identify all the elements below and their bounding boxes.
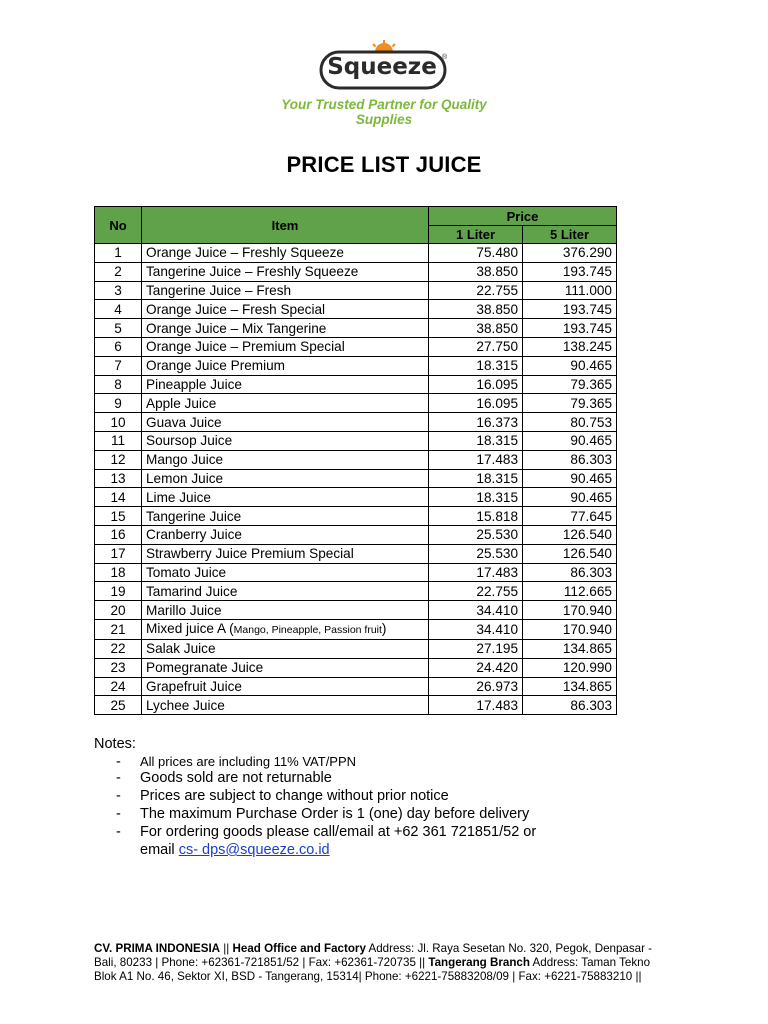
row-number: 17 bbox=[95, 544, 142, 563]
row-price-5-liter: 111.000 bbox=[523, 281, 617, 300]
row-price-5-liter: 134.865 bbox=[523, 639, 617, 658]
row-price-5-liter: 193.745 bbox=[523, 300, 617, 319]
row-price-1-liter: 16.095 bbox=[429, 394, 523, 413]
row-price-5-liter: 80.753 bbox=[523, 413, 617, 432]
row-number: 20 bbox=[95, 601, 142, 620]
table-row bbox=[95, 450, 617, 469]
row-number: 24 bbox=[95, 677, 142, 696]
row-price-1-liter: 22.755 bbox=[429, 582, 523, 601]
row-number: 2 bbox=[95, 262, 142, 281]
row-price-1-liter: 18.315 bbox=[429, 488, 523, 507]
table-row bbox=[95, 413, 617, 432]
row-price-1-liter: 22.755 bbox=[429, 281, 523, 300]
row-price-5-liter: 77.645 bbox=[523, 507, 617, 526]
row-price-1-liter: 18.315 bbox=[429, 431, 523, 450]
table-row bbox=[95, 319, 617, 338]
row-item: Orange Juice – Mix Tangerine bbox=[142, 319, 429, 338]
row-item: Orange Juice – Freshly Squeeze bbox=[142, 244, 429, 263]
row-number: 7 bbox=[95, 356, 142, 375]
footer-branch-text: Address: Taman Tekno Blok A1 No. 46, Sektor XI, BSD - Tangerang, 15314| Phone: +6221-75883208/09 | Fax: +6221-75883210 || bbox=[94, 956, 651, 984]
row-item: Marillo Juice bbox=[142, 601, 429, 620]
table-row bbox=[95, 262, 617, 281]
row-price-5-liter: 86.303 bbox=[523, 696, 617, 715]
row-number: 14 bbox=[95, 488, 142, 507]
row-price-1-liter: 26.973 bbox=[429, 677, 523, 696]
tagline-line-2: Supplies bbox=[355, 112, 413, 127]
row-price-1-liter: 18.315 bbox=[429, 469, 523, 488]
notes-title: Notes: bbox=[94, 736, 136, 752]
row-price-5-liter: 376.290 bbox=[523, 244, 617, 263]
row-price-1-liter: 24.420 bbox=[429, 658, 523, 677]
price-table bbox=[94, 206, 617, 715]
table-row bbox=[95, 563, 617, 582]
row-price-1-liter: 34.410 bbox=[429, 619, 523, 639]
note-email-prefix: email bbox=[140, 842, 179, 858]
col-header-no: No bbox=[95, 207, 142, 244]
col-header-item: Item bbox=[142, 207, 429, 244]
row-item: Cranberry Juice bbox=[142, 525, 429, 544]
note-text: Prices are subject to change without prior notice bbox=[140, 788, 449, 804]
row-price-1-liter: 17.483 bbox=[429, 696, 523, 715]
tagline-line-1: Your Trusted Partner for Quality bbox=[281, 97, 487, 112]
row-item: Lemon Juice bbox=[142, 469, 429, 488]
footer-company: CV. PRIMA INDONESIA bbox=[94, 942, 221, 955]
row-price-5-liter: 112.665 bbox=[523, 582, 617, 601]
footer-separator: || bbox=[220, 942, 233, 955]
row-price-1-liter: 25.530 bbox=[429, 525, 523, 544]
row-price-1-liter: 27.195 bbox=[429, 639, 523, 658]
row-number: 18 bbox=[95, 563, 142, 582]
row-price-5-liter: 138.245 bbox=[523, 337, 617, 356]
row-item: Pineapple Juice bbox=[142, 375, 429, 394]
row-item-tail: ) bbox=[381, 620, 387, 636]
note-dash: - bbox=[116, 788, 121, 804]
row-item: Lychee Juice bbox=[142, 696, 429, 715]
row-item: Soursop Juice bbox=[142, 431, 429, 450]
table-row bbox=[95, 488, 617, 507]
row-number: 12 bbox=[95, 450, 142, 469]
row-price-5-liter: 86.303 bbox=[523, 450, 617, 469]
table-row bbox=[95, 300, 617, 319]
row-number: 16 bbox=[95, 525, 142, 544]
table-row bbox=[95, 281, 617, 300]
row-price-5-liter: 126.540 bbox=[523, 525, 617, 544]
squeeze-logo bbox=[318, 40, 452, 94]
row-price-5-liter: 86.303 bbox=[523, 563, 617, 582]
row-price-1-liter: 38.850 bbox=[429, 300, 523, 319]
row-price-1-liter: 34.410 bbox=[429, 601, 523, 620]
logo-registered-mark: ® bbox=[442, 54, 448, 61]
row-number: 9 bbox=[95, 394, 142, 413]
table-row bbox=[95, 375, 617, 394]
row-item: Lime Juice bbox=[142, 488, 429, 507]
row-price-1-liter: 15.818 bbox=[429, 507, 523, 526]
row-item: Guava Juice bbox=[142, 413, 429, 432]
table-row bbox=[95, 582, 617, 601]
row-item: Salak Juice bbox=[142, 639, 429, 658]
row-price-1-liter: 38.850 bbox=[429, 262, 523, 281]
row-item: Tangerine Juice – Fresh bbox=[142, 281, 429, 300]
table-row bbox=[95, 677, 617, 696]
footer-branch-label: Tangerang Branch bbox=[428, 956, 530, 970]
row-number: 10 bbox=[95, 413, 142, 432]
row-item: Tamarind Juice bbox=[142, 582, 429, 601]
row-number: 6 bbox=[95, 337, 142, 356]
row-number: 1 bbox=[95, 244, 142, 263]
note-dash: - bbox=[116, 770, 121, 786]
row-price-1-liter: 17.483 bbox=[429, 563, 523, 582]
col-header-1-liter: 1 Liter bbox=[429, 226, 523, 244]
row-item: Tangerine Juice – Freshly Squeeze bbox=[142, 262, 429, 281]
note-dash: - bbox=[116, 806, 121, 822]
row-price-5-liter: 193.745 bbox=[523, 319, 617, 338]
row-number: 4 bbox=[95, 300, 142, 319]
note-text: The maximum Purchase Order is 1 (one) day before delivery bbox=[140, 806, 530, 822]
table-row bbox=[95, 356, 617, 375]
table-row bbox=[95, 525, 617, 544]
note-dash: - bbox=[116, 754, 121, 770]
row-price-1-liter: 16.095 bbox=[429, 375, 523, 394]
row-price-1-liter: 25.530 bbox=[429, 544, 523, 563]
row-item: Grapefruit Juice bbox=[142, 677, 429, 696]
row-price-5-liter: 90.465 bbox=[523, 356, 617, 375]
row-price-5-liter: 90.465 bbox=[523, 469, 617, 488]
note-text: All prices are including 11% VAT/PPN bbox=[140, 754, 357, 769]
row-item: Strawberry Juice Premium Special bbox=[142, 544, 429, 563]
table-row bbox=[95, 469, 617, 488]
row-price-5-liter: 170.940 bbox=[523, 619, 617, 639]
row-item: Tomato Juice bbox=[142, 563, 429, 582]
row-price-5-liter: 90.465 bbox=[523, 431, 617, 450]
row-price-5-liter: 170.940 bbox=[523, 601, 617, 620]
row-item: Apple Juice bbox=[142, 394, 429, 413]
table-row bbox=[95, 601, 617, 620]
row-item: Mango Juice bbox=[142, 450, 429, 469]
footer-head-office-label: Head Office and Factory bbox=[232, 942, 366, 955]
row-price-5-liter: 90.465 bbox=[523, 488, 617, 507]
row-price-1-liter: 17.483 bbox=[429, 450, 523, 469]
row-number: 13 bbox=[95, 469, 142, 488]
row-item-detail: Mango, Pineapple, Passion fruit bbox=[233, 623, 382, 636]
table-row bbox=[95, 696, 617, 715]
table-row bbox=[95, 244, 617, 263]
email-link[interactable]: cs- dps@squeeze.co.id bbox=[178, 842, 330, 858]
table-row bbox=[95, 337, 617, 356]
table-row bbox=[95, 639, 617, 658]
note-text: For ordering goods please call/email at +62 361 721851/52 or bbox=[140, 824, 537, 840]
row-item: Tangerine Juice bbox=[142, 507, 429, 526]
row-item: Orange Juice Premium bbox=[142, 356, 429, 375]
row-price-5-liter: 193.745 bbox=[523, 262, 617, 281]
row-number: 22 bbox=[95, 639, 142, 658]
table-row bbox=[95, 658, 617, 677]
row-number: 23 bbox=[95, 658, 142, 677]
row-price-1-liter: 16.373 bbox=[429, 413, 523, 432]
price-table-body bbox=[95, 244, 617, 715]
row-number: 25 bbox=[95, 696, 142, 715]
row-item: Orange Juice – Fresh Special bbox=[142, 300, 429, 319]
table-row bbox=[95, 431, 617, 450]
note-dash: - bbox=[116, 824, 121, 840]
row-number: 11 bbox=[95, 431, 142, 450]
row-item bbox=[142, 619, 429, 639]
row-price-5-liter: 79.365 bbox=[523, 394, 617, 413]
row-price-1-liter: 18.315 bbox=[429, 356, 523, 375]
page-title: PRICE LIST JUICE bbox=[286, 152, 482, 177]
row-price-5-liter: 134.865 bbox=[523, 677, 617, 696]
row-number: 5 bbox=[95, 319, 142, 338]
row-number: 8 bbox=[95, 375, 142, 394]
footer bbox=[94, 942, 674, 985]
row-item: Pomegranate Juice bbox=[142, 658, 429, 677]
row-number: 19 bbox=[95, 582, 142, 601]
row-item-name: Mixed juice A ( bbox=[146, 620, 234, 636]
table-row bbox=[95, 507, 617, 526]
row-price-5-liter: 126.540 bbox=[523, 544, 617, 563]
table-row bbox=[95, 544, 617, 563]
row-price-1-liter: 38.850 bbox=[429, 319, 523, 338]
logo-text: Squeeze bbox=[327, 54, 437, 80]
table-row bbox=[95, 394, 617, 413]
row-price-5-liter: 79.365 bbox=[523, 375, 617, 394]
footer-head-office-text: Address: Jl. Raya Sesetan No. 320, Pegok, Denpasar - Bali, 80233 | Phone: +62361-721851/52 | Fax: +62361-720735 || bbox=[94, 942, 653, 970]
row-price-5-liter: 120.990 bbox=[523, 658, 617, 677]
table-row bbox=[95, 619, 617, 639]
note-text: Goods sold are not returnable bbox=[140, 770, 332, 786]
row-number: 15 bbox=[95, 507, 142, 526]
row-number: 21 bbox=[95, 619, 142, 639]
row-item: Orange Juice – Premium Special bbox=[142, 337, 429, 356]
row-price-1-liter: 27.750 bbox=[429, 337, 523, 356]
col-header-5-liter: 5 Liter bbox=[523, 226, 617, 244]
note-email bbox=[140, 842, 330, 858]
row-price-1-liter: 75.480 bbox=[429, 244, 523, 263]
col-header-price: Price bbox=[429, 207, 617, 226]
row-number: 3 bbox=[95, 281, 142, 300]
